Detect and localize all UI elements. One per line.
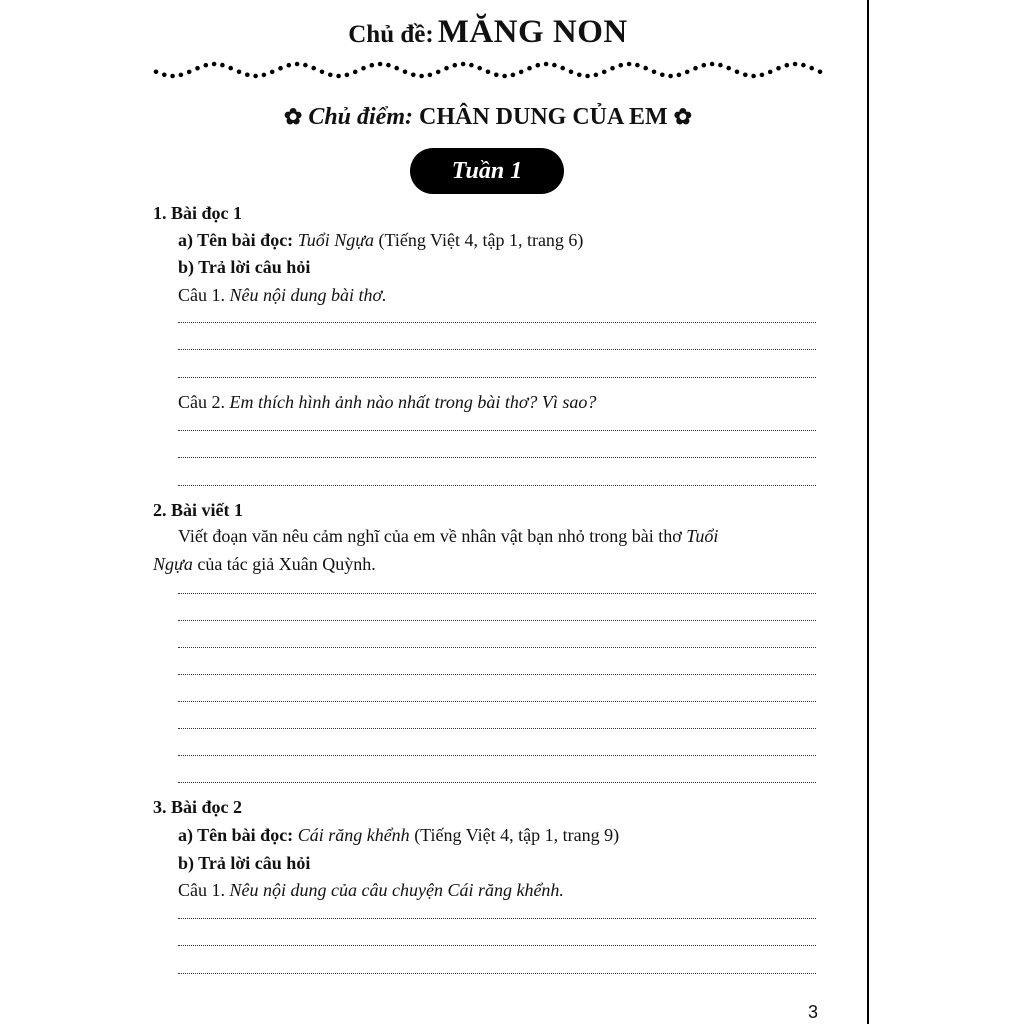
answer-line[interactable] xyxy=(178,728,816,729)
question-label: Câu 1. xyxy=(178,880,225,900)
theme-title xyxy=(0,104,976,131)
prompt-text: Viết đoạn văn nêu cảm nghĩ của em về nhân vật bạn nhỏ trong bài thơ xyxy=(178,526,682,546)
decorative-dot xyxy=(345,73,350,78)
decorative-dot xyxy=(569,70,574,75)
decorative-dot xyxy=(204,63,209,68)
answer-line[interactable] xyxy=(178,593,816,594)
answer-line[interactable] xyxy=(178,945,816,946)
decorative-dot xyxy=(610,66,615,71)
reading-1-title-line xyxy=(178,229,583,251)
decorative-dot xyxy=(270,70,275,75)
reading-1-question-1 xyxy=(178,284,387,306)
decorative-dot xyxy=(519,70,524,75)
decorative-dot xyxy=(552,63,557,68)
decorative-dot xyxy=(677,73,682,78)
answer-line[interactable] xyxy=(178,349,816,350)
reading-1-source: (Tiếng Việt 4, tập 1, trang 6) xyxy=(378,230,584,250)
decorative-dot xyxy=(295,62,300,67)
answer-line[interactable] xyxy=(178,782,816,783)
answer-line[interactable] xyxy=(178,485,816,486)
answer-line[interactable] xyxy=(178,755,816,756)
writing-prompt-line-1 xyxy=(178,525,718,547)
decorative-dot xyxy=(303,63,308,68)
prompt-text: của tác giả Xuân Quỳnh. xyxy=(197,554,376,574)
decorative-dot xyxy=(793,62,798,67)
decorative-dot xyxy=(212,62,217,67)
section-1-heading: 1. Bài đọc 1 xyxy=(153,203,243,223)
decorative-dot xyxy=(726,66,731,71)
decorative-dot xyxy=(237,70,242,75)
answer-line[interactable] xyxy=(178,377,816,378)
decorative-dot xyxy=(403,70,408,75)
topic-title xyxy=(0,14,976,51)
decorative-dot xyxy=(477,66,482,71)
theme-prefix: Chủ điểm: xyxy=(308,104,413,130)
question-text: Em thích hình ảnh nào nhất trong bài thơ? Vì sao? xyxy=(229,392,597,412)
section-3-heading: 3. Bài đọc 2 xyxy=(153,797,243,817)
decorative-dot xyxy=(809,66,814,71)
decorative-dot xyxy=(195,66,200,71)
decorative-dot xyxy=(370,63,375,68)
question-text: Nêu nội dung bài thơ. xyxy=(229,285,387,305)
prompt-title: Ngựa xyxy=(153,554,193,574)
decorative-dot xyxy=(643,66,648,71)
decorative-dot xyxy=(760,73,765,78)
decorative-dot xyxy=(585,74,590,79)
decorative-dot xyxy=(511,73,516,78)
decorative-dot xyxy=(320,70,325,75)
reading-2-answer-heading: b) Trả lời câu hỏi xyxy=(178,853,311,873)
reading-2-source: (Tiếng Việt 4, tập 1, trang 9) xyxy=(414,825,620,845)
decorative-dot xyxy=(278,66,283,71)
decorative-dot xyxy=(785,63,790,68)
decorative-dot xyxy=(253,74,258,79)
decorative-dot xyxy=(751,74,756,79)
reading-2-question-1 xyxy=(178,879,564,901)
decorative-dot xyxy=(818,70,823,75)
decorative-dot-border xyxy=(152,56,824,84)
decorative-dot xyxy=(411,73,416,78)
decorative-dot xyxy=(702,63,707,68)
reading-1-answer-heading: b) Trả lời câu hỏi xyxy=(178,257,311,277)
decorative-dot xyxy=(444,66,449,71)
decorative-dot xyxy=(776,66,781,71)
reading-1-question-2 xyxy=(178,391,596,413)
decorative-dot xyxy=(419,74,424,79)
topic-name: MĂNG NON xyxy=(437,14,628,50)
decorative-dot xyxy=(527,66,532,71)
answer-line[interactable] xyxy=(178,701,816,702)
decorative-dot xyxy=(328,73,333,78)
answer-line[interactable] xyxy=(178,322,816,323)
decorative-dot xyxy=(801,63,806,68)
decorative-dot xyxy=(768,70,773,75)
decorative-dot xyxy=(453,63,458,68)
decorative-dot xyxy=(154,70,159,75)
page-right-border xyxy=(867,0,869,1024)
decorative-dot xyxy=(660,73,665,78)
decorative-dot xyxy=(685,70,690,75)
flower-icon: ✿ xyxy=(283,104,303,129)
decorative-dot xyxy=(710,62,715,67)
decorative-dot xyxy=(594,73,599,78)
decorative-dot xyxy=(536,63,541,68)
decorative-dot xyxy=(162,73,167,78)
answer-line[interactable] xyxy=(178,620,816,621)
decorative-dot xyxy=(245,73,250,78)
decorative-dot xyxy=(735,70,740,75)
decorative-dot xyxy=(353,70,358,75)
decorative-dot xyxy=(187,70,192,75)
decorative-dot xyxy=(693,66,698,71)
decorative-dot xyxy=(179,73,184,78)
decorative-dot xyxy=(602,70,607,75)
decorative-dot xyxy=(544,62,549,67)
decorative-dot xyxy=(228,66,233,71)
decorative-dot xyxy=(386,63,391,68)
decorative-dot xyxy=(436,70,441,75)
decorative-dot xyxy=(428,73,433,78)
question-label: Câu 1. xyxy=(178,285,225,305)
answer-line[interactable] xyxy=(178,430,816,431)
prompt-title: Tuổi xyxy=(686,526,719,546)
decorative-dot xyxy=(619,63,624,68)
reading-2-title: Cái răng khểnh xyxy=(297,825,410,845)
decorative-dot xyxy=(287,63,292,68)
theme-name: CHÂN DUNG CỦA EM xyxy=(419,104,668,130)
decorative-dot xyxy=(486,70,491,75)
reading-2-label: a) Tên bài đọc: xyxy=(178,825,294,845)
answer-line[interactable] xyxy=(178,674,816,675)
answer-line[interactable] xyxy=(178,457,816,458)
decorative-dot xyxy=(394,66,399,71)
question-label: Câu 2. xyxy=(178,392,225,412)
reading-1-label: a) Tên bài đọc: xyxy=(178,230,294,250)
decorative-dot xyxy=(743,73,748,78)
question-text: Nêu nội dung của câu chuyện Cái răng khểnh. xyxy=(229,880,564,900)
decorative-dot xyxy=(378,62,383,67)
page-number: 3 xyxy=(808,1002,819,1022)
section-2-heading: 2. Bài viết 1 xyxy=(153,500,243,520)
writing-prompt-line-2 xyxy=(153,553,376,575)
decorative-dot xyxy=(262,73,267,78)
decorative-dot xyxy=(635,63,640,68)
decorative-dot xyxy=(220,63,225,68)
decorative-dot xyxy=(170,74,175,79)
decorative-dot xyxy=(461,62,466,67)
decorative-dot xyxy=(652,70,657,75)
reading-2-title-line xyxy=(178,824,619,846)
decorative-dot xyxy=(469,63,474,68)
decorative-dot xyxy=(361,66,366,71)
week-badge: Tuần 1 xyxy=(410,148,564,194)
answer-line[interactable] xyxy=(178,973,816,974)
answer-line[interactable] xyxy=(178,647,816,648)
decorative-dot xyxy=(311,66,316,71)
decorative-dot xyxy=(502,74,507,79)
decorative-dot xyxy=(668,74,673,79)
decorative-dot xyxy=(627,62,632,67)
reading-1-title: Tuổi Ngựa xyxy=(297,230,375,250)
decorative-dot xyxy=(336,74,341,79)
flower-icon: ✿ xyxy=(673,104,693,129)
decorative-dot xyxy=(577,73,582,78)
decorative-dot xyxy=(560,66,565,71)
decorative-dot xyxy=(718,63,723,68)
topic-prefix: Chủ đề: xyxy=(348,21,434,48)
answer-line[interactable] xyxy=(178,918,816,919)
decorative-dot xyxy=(494,73,499,78)
